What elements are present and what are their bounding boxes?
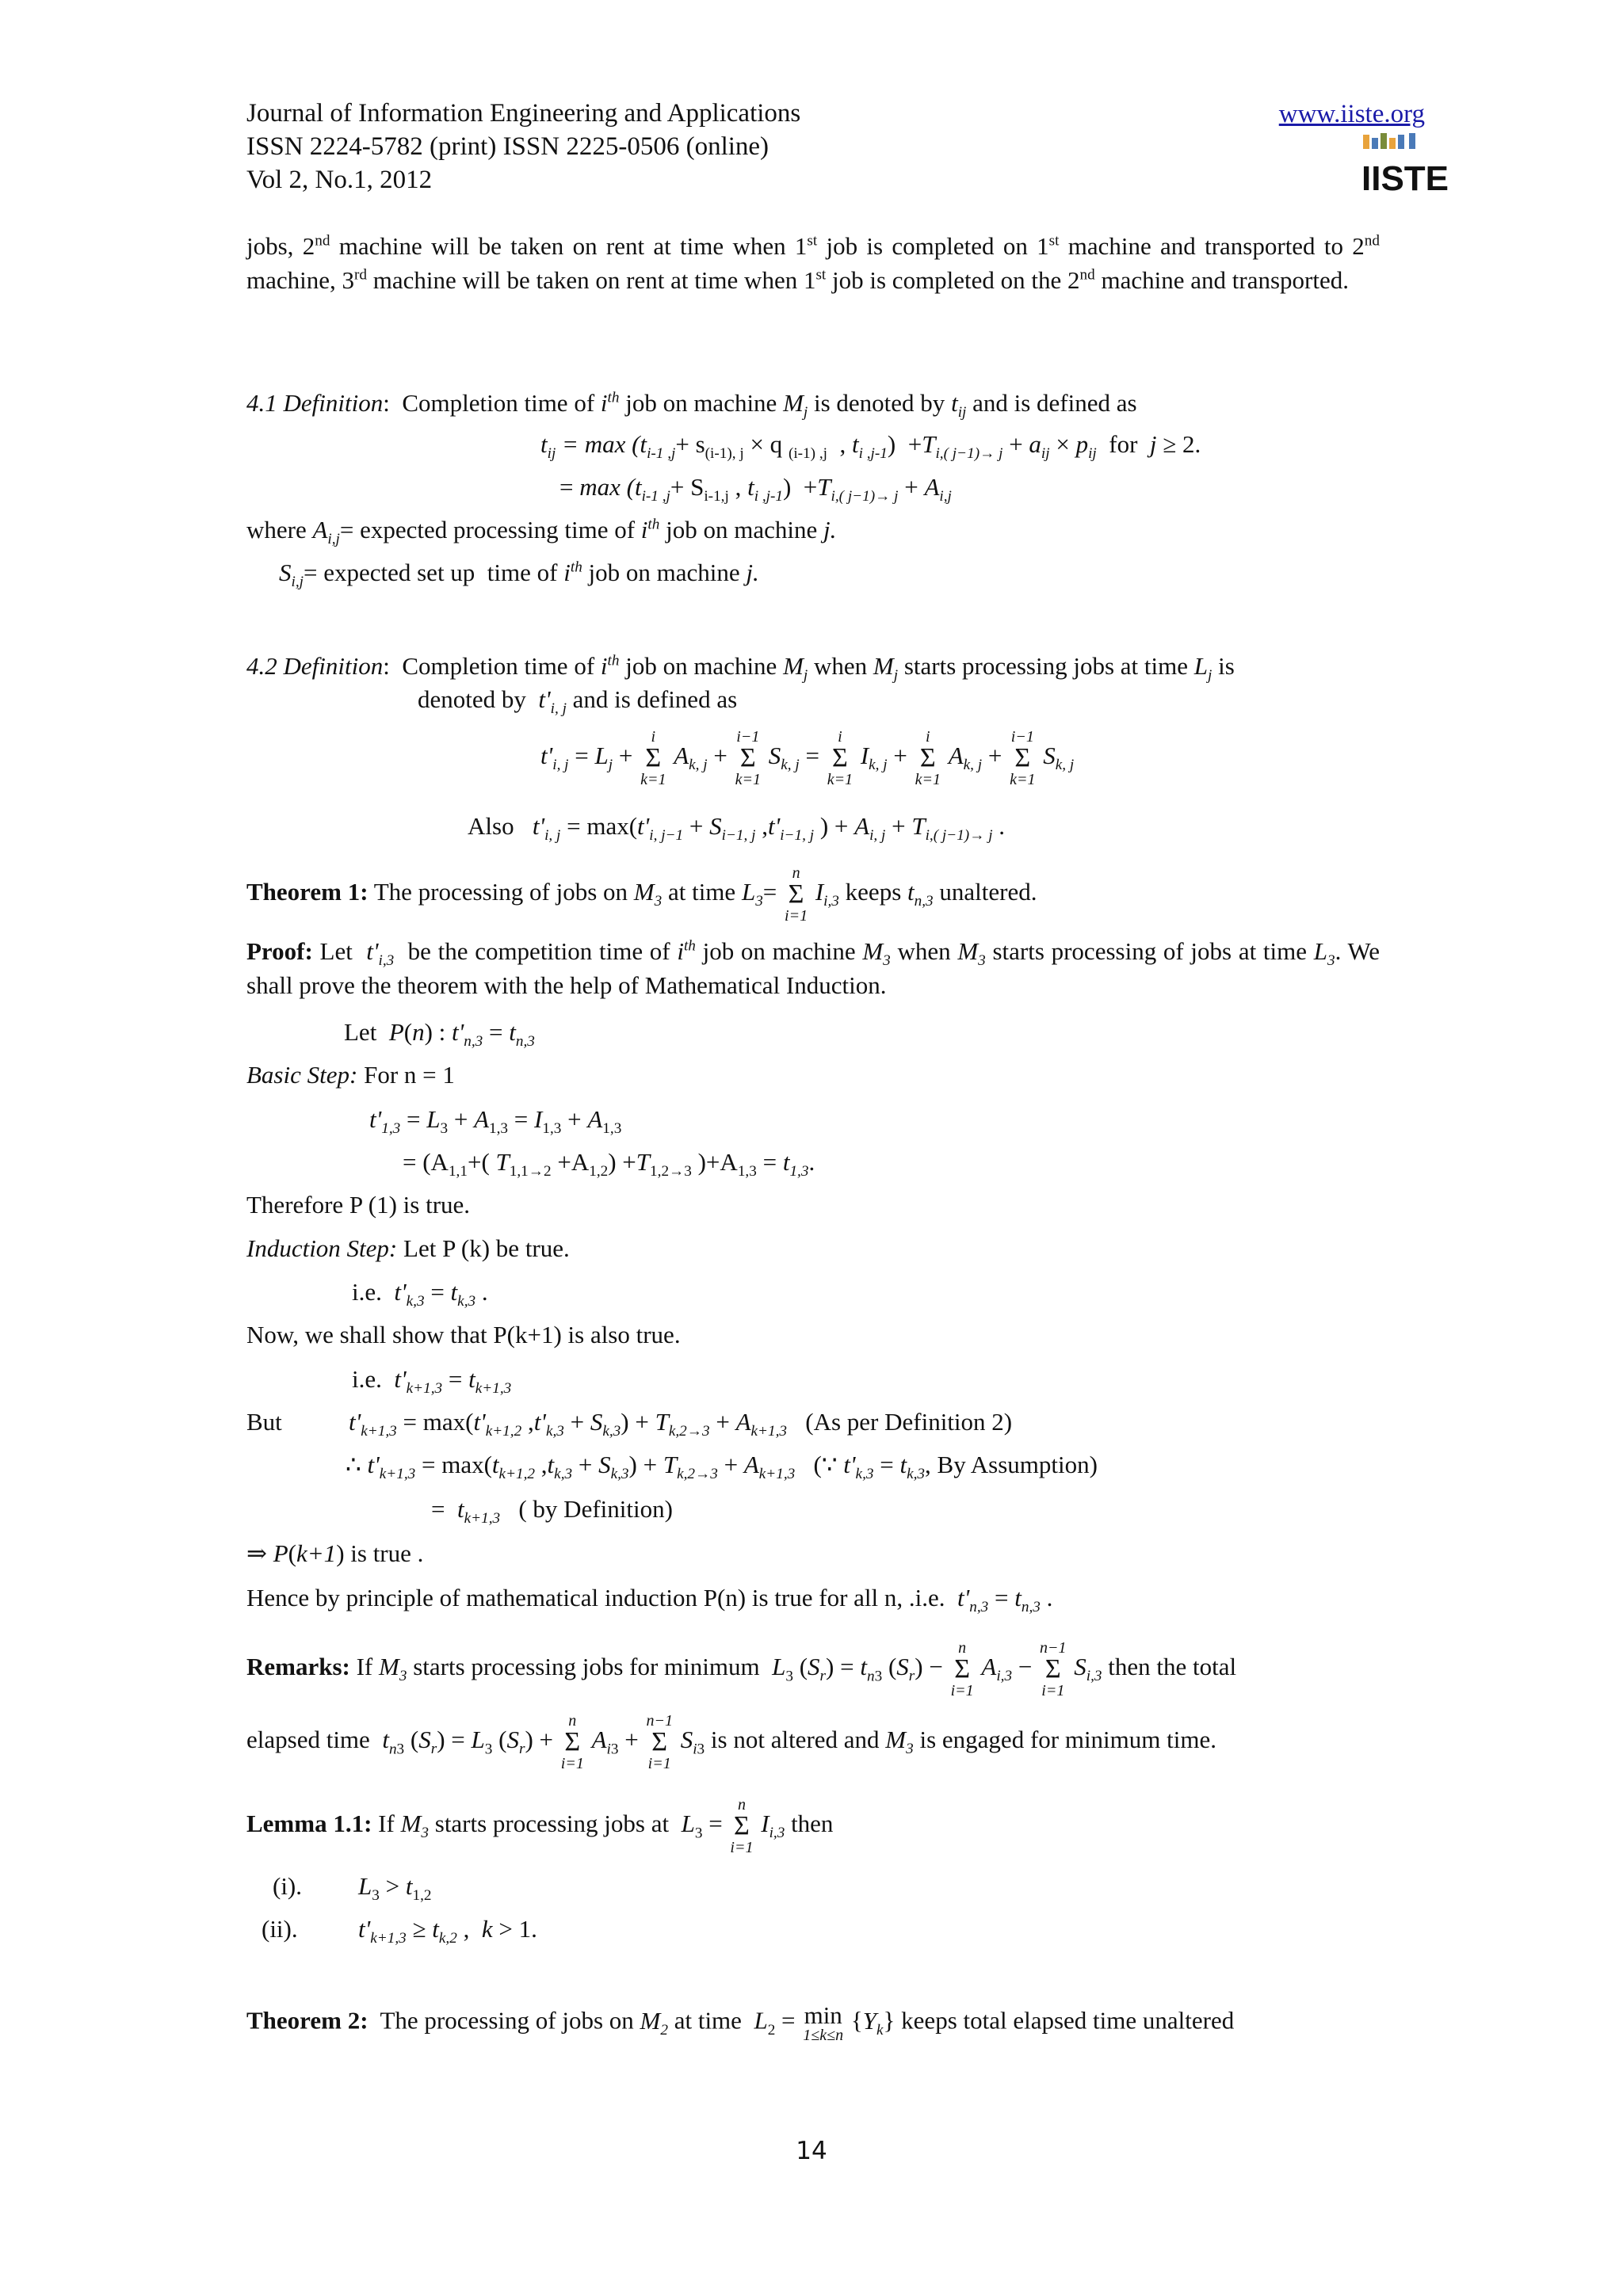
pk1-true: ⇒ P(k+1) is true . bbox=[246, 1539, 424, 1567]
as-per-definition: (As per Definition 2) bbox=[805, 1408, 1013, 1436]
remarks: Remarks: If $M_3$ starts processing jobs for minimum $L_3$ $(S_r) = t_{n3}$ $(S_r)$ − n Σ i=1 $A_{i,3}$ − n−1 Σ i=1 $S_{i,3}$ then the total bbox=[246, 1639, 1237, 1699]
induction-step-text: Let P (k) be true. bbox=[403, 1234, 570, 1262]
equation-basic-2: = ($A_{1,1}+$( $T_{1,1\to 2} +A_{1,2}) +T_{1,2\to 3}$ )$+A_{1,3} = t_{1,3}$. bbox=[403, 1148, 815, 1180]
definition-4-2-cont: denoted by $t'_{i, j}$ and is defined as bbox=[418, 685, 738, 718]
basic-step-text: For n = 1 bbox=[364, 1061, 455, 1089]
induction-step bbox=[246, 1232, 570, 1266]
proof-paragraph: Proof: Let $t'_{i,3}$ be the competition time of $i^{th}$ job on machine $M_3$ when $M_3$ starts processing of jobs at time $L_3$. We shall prove the theorem with the help of Mathematical Induction. bbox=[246, 937, 1380, 999]
basic-step-label: Basic Step: bbox=[246, 1061, 358, 1089]
equation-also: Also $t'_{i, j} = \max(t'_{i, j-1} + S_{i-1, j}$ $,t'_{i-1, j}$ ) + $A_{i, j} + T_{i,( j-1)\to j}$ . bbox=[468, 812, 1006, 845]
intro-paragraph: jobs, 2nd machine will be taken on rent at time when 1st job is completed on 1st machine and transported to 2nd machine, 3rd machine will be taken on rent at time when 1st job is completed on the 2nd machine and transported. bbox=[246, 232, 1380, 294]
ie-pk: i.e. $t'_{k,3} = t_{k,3}$ . bbox=[352, 1278, 488, 1310]
induction-step-label: Induction Step: bbox=[246, 1234, 398, 1262]
equation-basic-1: $t'_{1,3} = L_3 + A_{1,3} = I_{1,3} + A_{1,3}$ bbox=[369, 1105, 622, 1138]
item-ii-label: (ii). bbox=[262, 1915, 298, 1943]
also-label: Also bbox=[468, 812, 514, 840]
lemma-item-i: (i). $L_3 > t_{1,2}$ bbox=[273, 1872, 432, 1905]
theorem-1: Theorem 1: The processing of jobs on $M_3$ at time $L_3=$ n Σ i=1 $I_{i,3}$ keeps $t_{n,3}$ unaltered. bbox=[246, 864, 1037, 925]
remarks-label: Remarks: bbox=[246, 1653, 350, 1681]
equation-by-definition: = $t_{k+1,3}$ ( by Definition) bbox=[431, 1495, 673, 1527]
elapsed-time: elapsed time $t_{n3}$ $(S_r) = L_3$ $(S_r)$ + n Σ i=1 $A_{i3}$ + n−1 Σ i=1 $S_{i3}$ is not altered and $M_3$ is engaged for minimum time. bbox=[246, 1712, 1216, 1772]
journal-issn: ISSN 2224-5782 (print) ISSN 2225-0506 (online) bbox=[246, 132, 769, 161]
item-i-label: (i). bbox=[273, 1872, 303, 1900]
logo-lettering: IISTE bbox=[1361, 159, 1449, 198]
equation-tij-1: $t_{ij} = \max (t_{i-1 ,j}+ s_{(i-1), j} \times q$ $_{(i-1) ,j}$ , $t_{i ,j-1}) +T_{i,( j-1)\to j} + a_{ij} \times p_{ij}$ for j ≥ 2. bbox=[540, 430, 1201, 463]
theorem-1-label: Theorem 1: bbox=[246, 878, 369, 906]
lemma-label: Lemma 1.1: bbox=[246, 1810, 372, 1838]
theorem-2-label: Theorem 2: bbox=[246, 2006, 369, 2035]
ie-pk1: i.e. $t'_{k+1,3} = t_{k+1,3}$ bbox=[352, 1365, 512, 1398]
proof-label: Proof: bbox=[246, 937, 313, 965]
journal-title: Journal of Information Engineering and Applications bbox=[246, 99, 801, 128]
now-show: Now, we shall show that P(k+1) is also true. bbox=[246, 1321, 681, 1348]
where-a-ij: where $A_{i,j}=$ expected processing time of $i^{th}$ job on machine j. bbox=[246, 516, 837, 548]
lemma-item-ii: (ii). $t'_{k+1,3} \ge t_{k,2}$ , k > 1. bbox=[262, 1915, 537, 1947]
equation-tprime-sum: $t'_{i, j} = L_j$ + i Σ k=1 $A_{k, j}$ + i−1 Σ k=1 $S_{k, j}$ = i Σ k=1 $I_{k, j}$ + i Σ k=1 $A_{k, j}$ + i−1 Σ k=1 $S_{k, j}$ bbox=[540, 728, 1075, 788]
but-label: But bbox=[246, 1408, 282, 1436]
by-assumption: , By Assumption) bbox=[925, 1451, 1098, 1478]
definition-4-2: 4.2 Definition: Completion time of $i^{th}$ job on machine $M_j$ when $M_j$ starts processing jobs at time $L_j$ is bbox=[246, 652, 1235, 685]
iiste-logo bbox=[1360, 132, 1449, 198]
equation-therefore: ∴ $t'_{k+1,3} = \max(t_{k+1,2}$ $,t_{k,3} + S_{k,3}) + T_{k,2\to 3} + A_{k+1,3}$ (∵ $t'_{k,3} = t_{k,3}$, By Assumption) bbox=[346, 1451, 1098, 1483]
let-pn: Let P(n) : $t'_{n,3} = t_{n,3}$ bbox=[344, 1018, 535, 1051]
equation-tij-2: = $\max (t_{i-1 ,j}+ S_{i-1,j}$ , $t_{i ,j-1}) +T_{i,( j-1)\to j} + A_{i,j}$ bbox=[559, 473, 952, 505]
hence-text: Hence by principle of mathematical induction P(n) is true for all n, .i.e. bbox=[246, 1584, 945, 1611]
hence-line: Hence by principle of mathematical induction P(n) is true for all n, .i.e. $t'_{n,3} = t_{n,3}$ . bbox=[246, 1584, 1053, 1616]
journal-url-link[interactable]: www.iiste.org bbox=[1278, 100, 1425, 128]
lemma-1-1: Lemma 1.1: If $M_3$ starts processing jobs at $L_3$ = n Σ i=1 $I_{i,3}$ then bbox=[246, 1796, 834, 1856]
journal-header bbox=[246, 97, 800, 196]
theorem-2: Theorem 2: The processing of jobs on $M_2$ at time $L_2$ = min 1≤k≤n $\{Y_k\}$ keeps total elapsed time unaltered bbox=[246, 2001, 1235, 2044]
p1-true: Therefore P (1) is true. bbox=[246, 1191, 471, 1219]
where-s-ij: $S_{i,j}=$ expected set up time of $i^{th}$ job on machine j. bbox=[279, 559, 759, 591]
equation-but: $t'_{k+1,3} = \max(t'_{k+1,2}$ $,t'_{k,3} + S_{k,3}) + T_{k,2\to 3} + A_{k+1,3}$ (As per Definition 2) bbox=[349, 1408, 1013, 1440]
basic-step bbox=[246, 1058, 455, 1093]
journal-volume: Vol 2, No.1, 2012 bbox=[246, 166, 433, 194]
is-true-text: is true . bbox=[350, 1539, 424, 1567]
page-number: 14 bbox=[796, 2137, 827, 2165]
by-definition: ( by Definition) bbox=[518, 1495, 673, 1523]
definition-4-1: 4.1 Definition: Completion time of $i^{th}$ job on machine $M_j$ is denoted by $t_{ij}$ and is defined as bbox=[246, 389, 1137, 421]
